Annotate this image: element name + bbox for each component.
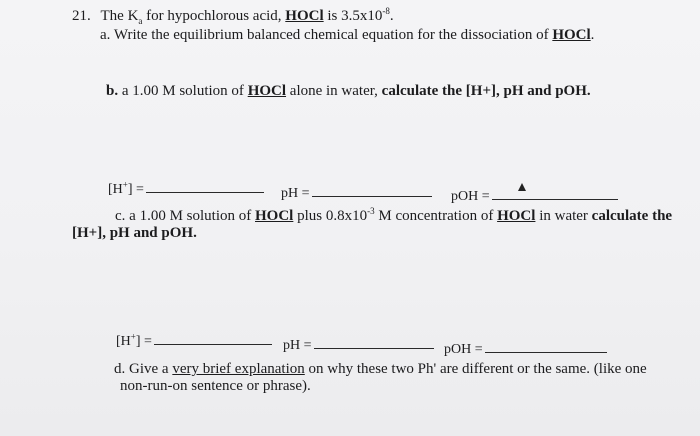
part-b-instruction: calculate the [H+], pH and pOH. [381, 83, 591, 99]
part-c-instruction-2: [H+], pH and pOH. [72, 225, 197, 241]
h-label: [H [108, 182, 123, 197]
period: . [389, 8, 394, 24]
poh-blank-2[interactable] [485, 340, 607, 353]
part-c-text: a 1.00 M solution of [125, 208, 256, 224]
part-c-instruction: calculate the [591, 208, 673, 224]
part-c-text-4: in water [535, 208, 592, 224]
hocl-formula-2: HOCl [497, 208, 536, 224]
part-d-label: d. [114, 361, 126, 377]
ph-blank-2[interactable] [314, 336, 434, 349]
h-plus-answer-1 [108, 180, 266, 199]
ph-blank-1[interactable] [312, 184, 432, 197]
h-label: [H [116, 334, 131, 349]
question-21-heading [72, 7, 394, 25]
part-c-text-3: M concentration of [374, 208, 498, 224]
part-a-text: Write the equilibrium balanced chemical equation for the dissociation of [110, 27, 553, 43]
ka-subscript: a [138, 16, 143, 26]
hocl-formula: HOCl [552, 27, 591, 43]
part-b-text: a 1.00 M solution of [118, 83, 248, 99]
poh-label: pOH = [444, 342, 483, 357]
conc-exponent: -3 [367, 206, 375, 216]
part-b-text-2: alone in water, [286, 83, 382, 99]
part-a [100, 26, 594, 44]
part-d [114, 360, 647, 378]
part-c-label: c. [115, 208, 126, 224]
ph-label: pH = [283, 338, 312, 353]
h-tail: ] = [135, 334, 152, 349]
ph-answer-2 [283, 336, 436, 355]
part-d-line-2 [120, 377, 311, 395]
h-plus-answer-2 [116, 332, 274, 351]
h-tail: ] = [127, 182, 144, 197]
part-c [115, 207, 672, 225]
part-d-text-2: on why these two Ph' are different or the same. (like one [304, 361, 647, 377]
part-c-text-2: plus 0.8x10 [293, 208, 368, 224]
part-d-text-3: non-run-on sentence or phrase). [120, 378, 311, 394]
period: . [590, 27, 595, 43]
ph-label: pH = [281, 186, 310, 201]
h-plus-blank-2[interactable] [154, 332, 272, 345]
hocl-formula: HOCl [285, 8, 324, 24]
ka-value: is 3.5x10 [323, 8, 383, 24]
part-d-emphasis: very brief explanation [172, 361, 305, 377]
hocl-formula: HOCl [247, 83, 287, 99]
h-plus-blank-1[interactable] [146, 180, 264, 193]
ka-exponent: -8 [382, 6, 390, 16]
mouse-cursor-icon [518, 183, 526, 191]
part-b [106, 82, 591, 100]
poh-blank-1[interactable] [492, 187, 618, 200]
poh-label: pOH = [451, 189, 490, 204]
ph-answer-1 [281, 184, 434, 203]
intro-text: for hypochlorous acid, [142, 8, 286, 24]
question-number: 21. [72, 8, 91, 24]
part-b-label: b. [106, 83, 119, 99]
poh-answer-2 [444, 340, 609, 359]
hocl-formula: HOCl [255, 208, 294, 224]
h-sup: + [122, 179, 128, 190]
ka-text: The K [100, 8, 139, 24]
poh-answer-1 [451, 187, 620, 206]
part-d-text: Give a [125, 361, 173, 377]
part-c-line-2 [72, 224, 197, 242]
part-a-label: a. [100, 27, 111, 43]
h-sup: + [130, 331, 136, 342]
